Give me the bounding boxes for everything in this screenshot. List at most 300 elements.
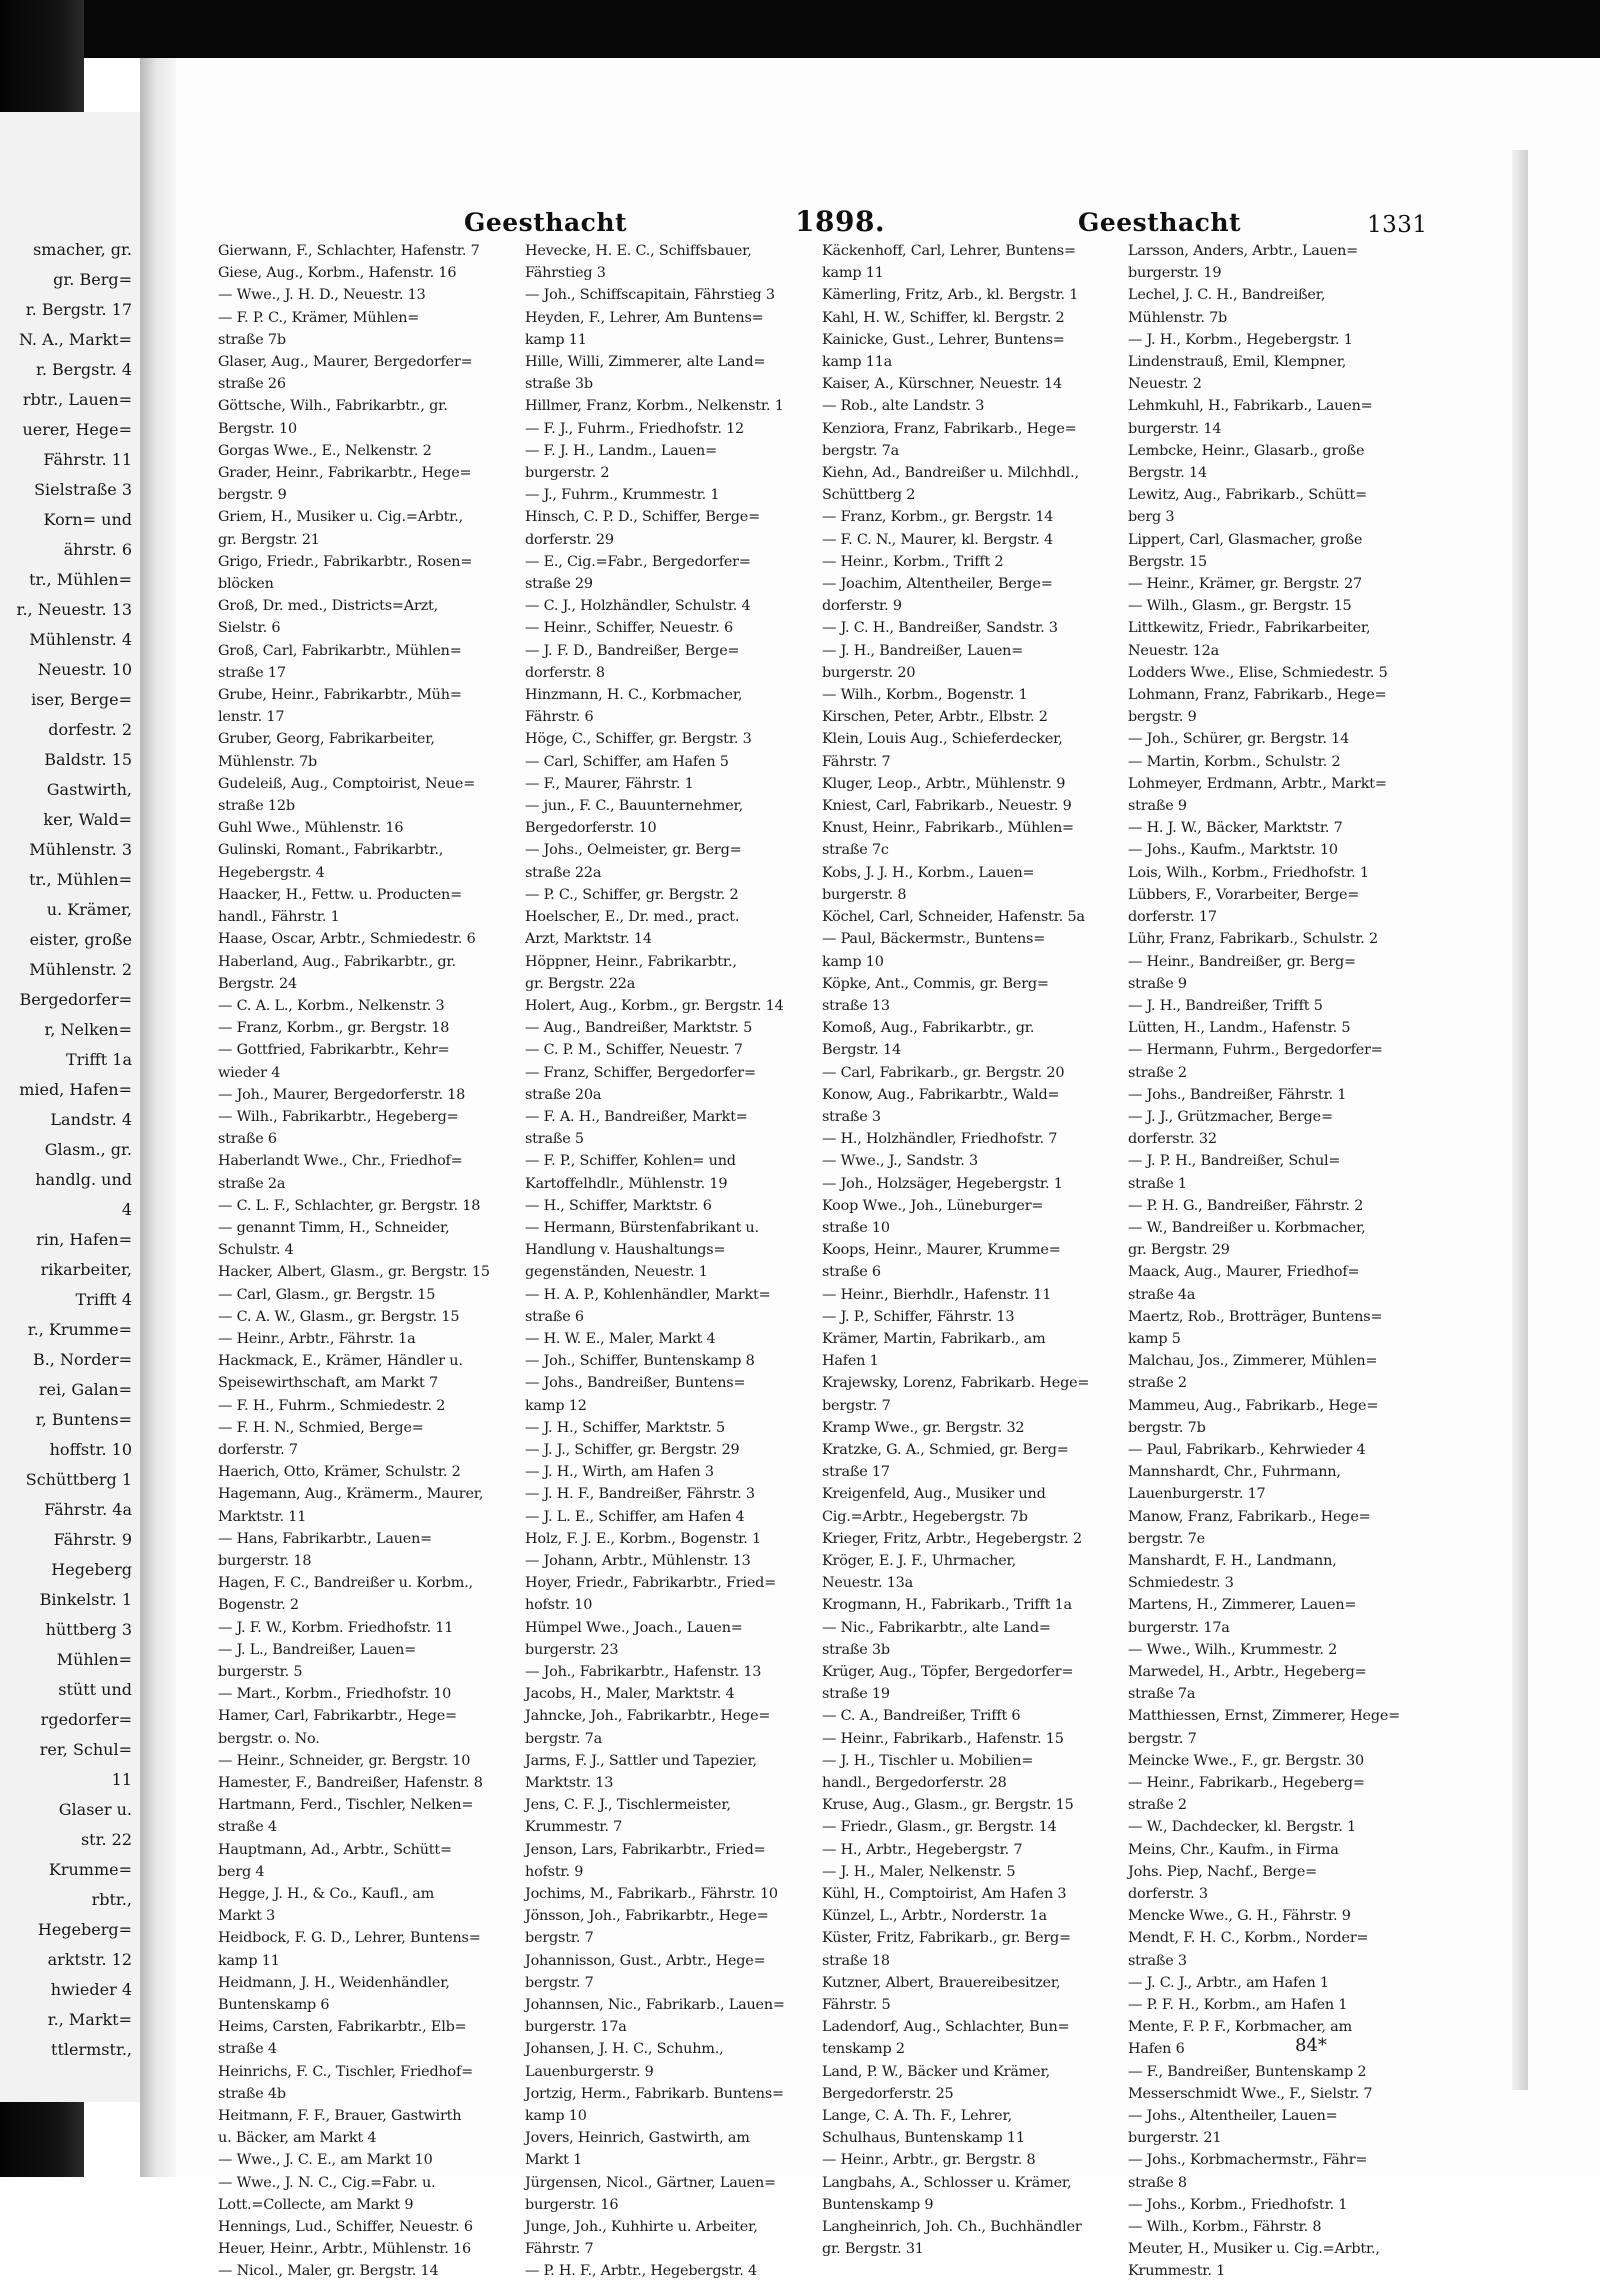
directory-entry: Heidmann, J. H., Weidenhändler, bbox=[218, 1974, 450, 1991]
left-page-line: 4 bbox=[121, 1200, 132, 1219]
directory-entry: burgerstr. 17a bbox=[1128, 1619, 1230, 1636]
directory-entry: straße 7b bbox=[218, 331, 286, 348]
directory-entry: Jochims, M., Fabrikarb., Fährstr. 10 bbox=[525, 1886, 778, 1903]
directory-entry: Fährstieg 3 bbox=[525, 265, 606, 282]
directory-entry: blöcken bbox=[218, 576, 274, 593]
directory-entry: — Wilh., Korbm., Fährstr. 8 bbox=[1128, 2219, 1322, 2236]
directory-entry: — Carl, Glasm., gr. Bergstr. 15 bbox=[218, 1286, 436, 1303]
directory-entry: Heidbock, F. G. D., Lehrer, Buntens= bbox=[218, 1930, 481, 1947]
directory-entry: Hegebergstr. 4 bbox=[218, 864, 325, 881]
left-page-line: Sielstraße 3 bbox=[34, 480, 132, 499]
directory-column-3 bbox=[822, 240, 1126, 2258]
directory-entry: straße 2 bbox=[1128, 1064, 1187, 1081]
directory-entry: burgerstr. 19 bbox=[1128, 265, 1222, 282]
directory-entry: Krummestr. 7 bbox=[525, 1819, 623, 1836]
directory-entry: — Martin, Korbm., Schulstr. 2 bbox=[1128, 753, 1341, 770]
directory-entry: Mencke Wwe., G. H., Fährstr. 9 bbox=[1128, 1908, 1351, 1925]
directory-entry: lenstr. 17 bbox=[218, 709, 285, 726]
directory-entry: Lodders Wwe., Elise, Schmiedestr. 5 bbox=[1128, 664, 1388, 681]
directory-entry: — Mart., Korbm., Friedhofstr. 10 bbox=[218, 1686, 452, 1703]
directory-entry: straße 13 bbox=[822, 997, 890, 1014]
left-page-line: stütt und bbox=[58, 1680, 132, 1699]
directory-entry: Höge, C., Schiffer, gr. Bergstr. 3 bbox=[525, 731, 752, 748]
directory-entry: Hamer, Carl, Fabrikarbtr., Hege= bbox=[218, 1708, 457, 1725]
directory-entry: Kühl, H., Comptoirist, Am Hafen 3 bbox=[822, 1886, 1067, 1903]
directory-entry: straße 22a bbox=[525, 864, 602, 881]
directory-entry: Malchau, Jos., Zimmerer, Mühlen= bbox=[1128, 1353, 1378, 1370]
directory-entry: Krummestr. 1 bbox=[1128, 2263, 1226, 2280]
left-page-line: u. Krämer, bbox=[46, 900, 132, 919]
directory-entry: Hegge, J. H., & Co., Kaufl., am bbox=[218, 1886, 435, 1903]
directory-entry: Kutzner, Albert, Brauereibesitzer, bbox=[822, 1974, 1061, 1991]
left-page-line: Mühlen= bbox=[56, 1650, 132, 1669]
directory-entry: straße 7a bbox=[1128, 1686, 1196, 1703]
directory-entry: Littkewitz, Friedr., Fabrikarbeiter, bbox=[1128, 620, 1371, 637]
directory-entry: — Heinr., Bierhdlr., Hafenstr. 11 bbox=[822, 1286, 1052, 1303]
directory-entry: — Franz, Korbm., gr. Bergstr. 14 bbox=[822, 509, 1054, 526]
directory-entry: Lembcke, Heinr., Glasarb., große bbox=[1128, 442, 1365, 459]
directory-entry: Koops, Heinr., Maurer, Krumme= bbox=[822, 1242, 1061, 1259]
directory-entry: burgerstr. 18 bbox=[218, 1552, 312, 1569]
directory-entry: Klein, Louis Aug., Schieferdecker, bbox=[822, 731, 1063, 748]
directory-entry: Johs. Piep, Nachf., Berge= bbox=[1128, 1863, 1317, 1880]
directory-entry: Koop Wwe., Joh., Lüneburger= bbox=[822, 1197, 1044, 1214]
directory-entry: Bergedorferstr. 25 bbox=[822, 2085, 954, 2102]
directory-entry: Groß, Dr. med., Districts=Arzt, bbox=[218, 598, 438, 615]
directory-entry: Höppner, Heinr., Fabrikarbtr., bbox=[525, 953, 737, 970]
directory-entry: Grigo, Friedr., Fabrikarbtr., Rosen= bbox=[218, 553, 473, 570]
directory-entry: kamp 11a bbox=[822, 354, 893, 371]
directory-entry: berg 4 bbox=[218, 1863, 265, 1880]
directory-entry: Jortzig, Herm., Fabrikarb. Buntens= bbox=[525, 2085, 784, 2102]
directory-entry: Krämer, Martin, Fabrikarb., am bbox=[822, 1330, 1046, 1347]
directory-entry: straße 6 bbox=[525, 1308, 584, 1325]
header-right-title: Geesthacht bbox=[1078, 208, 1242, 237]
directory-entry: gr. Bergstr. 22a bbox=[525, 975, 636, 992]
directory-entry: straße 3b bbox=[525, 376, 593, 393]
directory-entry: — C. A., Bandreißer, Trifft 6 bbox=[822, 1708, 1021, 1725]
directory-entry: straße 4 bbox=[218, 2041, 277, 2058]
directory-entry: Schüttberg 2 bbox=[822, 487, 916, 504]
directory-entry: — Johs., Altentheiler, Lauen= bbox=[1128, 2108, 1338, 2125]
left-page-line: hüttberg 3 bbox=[45, 1620, 132, 1639]
directory-entry: Markt 1 bbox=[525, 2152, 583, 2169]
left-page-line: Trifft 1a bbox=[65, 1050, 132, 1069]
directory-entry: Ladendorf, Aug., Schlachter, Bun= bbox=[822, 2019, 1070, 2036]
left-page-line: rbtr., bbox=[91, 1890, 132, 1909]
directory-entry: straße 10 bbox=[822, 1219, 890, 1236]
directory-entry: — Johs., Korbmachermstr., Fähr= bbox=[1128, 2152, 1368, 2169]
directory-entry: Lehmkuhl, H., Fabrikarb., Lauen= bbox=[1128, 398, 1373, 415]
directory-entry: — Joh., Holzsäger, Hegebergstr. 1 bbox=[822, 1175, 1063, 1192]
directory-entry: straße 9 bbox=[1128, 798, 1187, 815]
header-year: 1898. bbox=[795, 205, 886, 238]
directory-entry: Larsson, Anders, Arbtr., Lauen= bbox=[1128, 243, 1359, 259]
directory-entry: Kenziora, Franz, Fabrikarb., Hege= bbox=[822, 420, 1077, 437]
directory-entry: Künzel, L., Arbtr., Norderstr. 1a bbox=[822, 1908, 1047, 1925]
directory-entry: — F. A. H., Bandreißer, Markt= bbox=[525, 1108, 748, 1125]
directory-entry: — Paul, Fabrikarb., Kehrwieder 4 bbox=[1128, 1441, 1366, 1458]
directory-entry: — Joh., Schiffscapitain, Fährstieg 3 bbox=[525, 287, 775, 304]
left-page-line: rgedorfer= bbox=[40, 1710, 132, 1729]
left-page-line: Binkelstr. 1 bbox=[39, 1590, 132, 1609]
left-page-line: Mühlenstr. 4 bbox=[29, 630, 132, 649]
directory-entry: Grader, Heinr., Fabrikarbtr., Hege= bbox=[218, 465, 472, 482]
directory-entry: — Hermann, Bürstenfabrikant u. bbox=[525, 1219, 759, 1236]
left-page-line: hoffstr. 10 bbox=[49, 1440, 132, 1459]
directory-entry: — C. A. W., Glasm., gr. Bergstr. 15 bbox=[218, 1308, 460, 1325]
directory-entry: — Johs., Bandreißer, Fährstr. 1 bbox=[1128, 1086, 1347, 1103]
left-page-line: dorfestr. 2 bbox=[48, 720, 132, 739]
directory-entry: straße 7c bbox=[822, 842, 889, 859]
directory-entry: — W., Dachdecker, kl. Bergstr. 1 bbox=[1128, 1819, 1356, 1836]
directory-entry: kamp 10 bbox=[822, 953, 884, 970]
left-page-line: r., Krumme= bbox=[27, 1320, 132, 1339]
directory-entry: — Heinr., Fabrikarb., Hafenstr. 15 bbox=[822, 1730, 1064, 1747]
directory-entry: Heitmann, F. F., Brauer, Gastwirth bbox=[218, 2108, 462, 2125]
directory-entry: straße 2 bbox=[1128, 1797, 1187, 1814]
left-page-line: 11 bbox=[111, 1770, 132, 1789]
directory-entry: Johansen, J. H. C., Schuhm., bbox=[525, 2041, 724, 2058]
directory-entry: Messerschmidt Wwe., F., Sielstr. 7 bbox=[1128, 2085, 1373, 2102]
directory-entry: — Joachim, Altentheiler, Berge= bbox=[822, 576, 1053, 593]
directory-entry: Haase, Oscar, Arbtr., Schmiedestr. 6 bbox=[218, 931, 476, 948]
directory-entry: — Franz, Korbm., gr. Bergstr. 18 bbox=[218, 1020, 450, 1037]
directory-entry: dorferstr. 7 bbox=[218, 1441, 298, 1458]
directory-entry: straße 4a bbox=[1128, 1286, 1196, 1303]
left-page-line: Mühlenstr. 3 bbox=[29, 840, 132, 859]
directory-entry: Johannsen, Nic., Fabrikarb., Lauen= bbox=[525, 1997, 785, 2014]
directory-entry: Langbahs, A., Schlosser u. Krämer, bbox=[822, 2174, 1072, 2191]
directory-entry: bergstr. 7e bbox=[1128, 1530, 1205, 1547]
directory-entry: Meincke Wwe., F., gr. Bergstr. 30 bbox=[1128, 1752, 1364, 1769]
left-page-line: ker, Wald= bbox=[43, 810, 132, 829]
left-page-line: tr., Mühlen= bbox=[29, 870, 132, 889]
directory-entry: Hamester, F., Bandreißer, Hafenstr. 8 bbox=[218, 1775, 483, 1792]
left-page-line: mied, Hafen= bbox=[19, 1080, 132, 1099]
directory-entry: Jarms, F. J., Sattler und Tapezier, bbox=[525, 1752, 757, 1769]
directory-entry: straße 26 bbox=[218, 376, 286, 393]
directory-entry: Glaser, Aug., Maurer, Bergedorfer= bbox=[218, 354, 473, 371]
directory-entry: Junge, Joh., Kuhhirte u. Arbeiter, bbox=[525, 2219, 758, 2236]
directory-entry: Hille, Willi, Zimmerer, alte Land= bbox=[525, 354, 766, 371]
directory-entry: bergstr. 7 bbox=[525, 1974, 594, 1991]
directory-entry: Hagen, F. C., Bandreißer u. Korbm., bbox=[218, 1575, 473, 1592]
directory-entry: kamp 5 bbox=[1128, 1330, 1181, 1347]
directory-entry: — F. C. N., Maurer, kl. Bergstr. 4 bbox=[822, 531, 1053, 548]
directory-entry: Hacker, Albert, Glasm., gr. Bergstr. 15 bbox=[218, 1264, 490, 1281]
left-page-line: Baldstr. 15 bbox=[44, 750, 132, 769]
left-page-line: r., Neuestr. 13 bbox=[16, 600, 132, 619]
directory-entry: — Hans, Fabrikarbtr., Lauen= bbox=[218, 1530, 433, 1547]
directory-entry: — Friedr., Glasm., gr. Bergstr. 14 bbox=[822, 1819, 1057, 1836]
directory-entry: bergstr. 7 bbox=[1128, 1730, 1197, 1747]
left-page-line: rbtr., Lauen= bbox=[22, 390, 132, 409]
directory-entry: straße 3b bbox=[822, 1641, 890, 1658]
directory-entry: Marktstr. 11 bbox=[218, 1508, 307, 1525]
directory-entry: Hennings, Lud., Schiffer, Neuestr. 6 bbox=[218, 2219, 473, 2236]
left-page-line: rikarbeiter, bbox=[40, 1260, 132, 1279]
directory-entry: — F. P. C., Krämer, Mühlen= bbox=[218, 309, 420, 326]
left-page-line: ttlermstr., bbox=[51, 2040, 132, 2059]
directory-entry: straße 6 bbox=[218, 1131, 277, 1148]
directory-entry: Kartoffelhdlr., Mühlenstr. 19 bbox=[525, 1175, 728, 1192]
directory-entry: Neuestr. 13a bbox=[822, 1575, 913, 1592]
directory-entry: Gruber, Georg, Fabrikarbeiter, bbox=[218, 731, 435, 748]
directory-entry: Kluger, Leop., Arbtr., Mühlenstr. 9 bbox=[822, 775, 1066, 792]
directory-entry: Kirschen, Peter, Arbtr., Elbstr. 2 bbox=[822, 709, 1048, 726]
directory-entry: Holert, Aug., Korbm., gr. Bergstr. 14 bbox=[525, 997, 784, 1014]
directory-entry: — J. P. H., Bandreißer, Schul= bbox=[1128, 1153, 1341, 1170]
directory-entry: straße 4b bbox=[218, 2085, 286, 2102]
directory-entry: Krajewsky, Lorenz, Fabrikarb. Hege= bbox=[822, 1375, 1090, 1392]
directory-entry: — J., Fuhrm., Krummestr. 1 bbox=[525, 487, 720, 504]
directory-entry: — genannt Timm, H., Schneider, bbox=[218, 1219, 450, 1236]
directory-entry: — J. H., Bandreißer, Trifft 5 bbox=[1128, 997, 1323, 1014]
directory-entry: straße 3 bbox=[822, 1108, 881, 1125]
directory-entry: — Hermann, Fuhrm., Bergedorfer= bbox=[1128, 1042, 1383, 1059]
directory-entry: Lindenstrauß, Emil, Klempner, bbox=[1128, 354, 1347, 371]
directory-entry: Bogenstr. 2 bbox=[218, 1597, 299, 1614]
directory-entry: Lange, C. A. Th. F., Lehrer, bbox=[822, 2108, 1012, 2125]
directory-entry: Gierwann, F., Schlachter, Hafenstr. 7 bbox=[218, 243, 480, 259]
directory-entry: Lütten, H., Landm., Hafenstr. 5 bbox=[1128, 1020, 1351, 1037]
directory-entry: burgerstr. 17a bbox=[525, 2019, 627, 2036]
directory-entry: straße 2 bbox=[1128, 1375, 1187, 1392]
directory-entry: — H. A. P., Kohlenhändler, Markt= bbox=[525, 1286, 771, 1303]
left-page-line: tr., Mühlen= bbox=[29, 570, 132, 589]
directory-entry: Lübbers, F., Vorarbeiter, Berge= bbox=[1128, 886, 1360, 903]
directory-entry: — Wilh., Glasm., gr. Bergstr. 15 bbox=[1128, 598, 1352, 615]
directory-entry: Griem, H., Musiker u. Cig.=Arbtr., bbox=[218, 509, 464, 526]
directory-entry: straße 19 bbox=[822, 1686, 890, 1703]
left-page-line: N. A., Markt= bbox=[18, 330, 132, 349]
left-page-line: B., Norder= bbox=[32, 1350, 132, 1369]
directory-entry: straße 8 bbox=[1128, 2174, 1187, 2191]
directory-entry: Hauptmann, Ad., Arbtr., Schütt= bbox=[218, 1841, 452, 1858]
directory-entry: — Heinr., Fabrikarb., Hegeberg= bbox=[1128, 1775, 1365, 1792]
directory-entry: Krieger, Fritz, Arbtr., Hegebergstr. 2 bbox=[822, 1530, 1082, 1547]
directory-entry: — Wilh., Fabrikarbtr., Hegeberg= bbox=[218, 1108, 459, 1125]
directory-entry: Hoyer, Friedr., Fabrikarbtr., Fried= bbox=[525, 1575, 777, 1592]
directory-entry: Hinsch, C. P. D., Schiffer, Berge= bbox=[525, 509, 760, 526]
page-edge-shadow bbox=[1512, 150, 1528, 2090]
directory-entry: Komoß, Aug., Fabrikarbtr., gr. bbox=[822, 1020, 1035, 1037]
directory-entry: straße 1 bbox=[1128, 1175, 1187, 1192]
directory-entry: Bergstr. 10 bbox=[218, 420, 297, 437]
directory-entry: — P. H. G., Bandreißer, Fährstr. 2 bbox=[1128, 1197, 1364, 1214]
directory-entry: Bergstr. 24 bbox=[218, 975, 297, 992]
directory-entry: Meuter, H., Musiker u. Cig.=Arbtr., bbox=[1128, 2241, 1380, 2258]
directory-entry: — Paul, Bäckermstr., Buntens= bbox=[822, 931, 1046, 948]
directory-entry: Schulhaus, Buntenskamp 11 bbox=[822, 2130, 1025, 2147]
directory-entry: Haberlandt Wwe., Chr., Friedhof= bbox=[218, 1153, 463, 1170]
directory-entry: Guhl Wwe., Mühlenstr. 16 bbox=[218, 820, 404, 837]
directory-entry: Fährstr. 5 bbox=[822, 1997, 891, 2014]
directory-entry: gr. Bergstr. 31 bbox=[822, 2241, 924, 2258]
directory-entry: Hümpel Wwe., Joach., Lauen= bbox=[525, 1619, 743, 1636]
directory-entry: Kratzke, G. A., Schmied, gr. Berg= bbox=[822, 1441, 1069, 1458]
directory-column-2 bbox=[525, 240, 829, 2280]
directory-entry: — Joh., Schürer, gr. Bergstr. 14 bbox=[1128, 731, 1350, 748]
directory-entry: Lohmann, Franz, Fabrikarb., Hege= bbox=[1128, 687, 1387, 704]
directory-entry: — P. C., Schiffer, gr. Bergstr. 2 bbox=[525, 886, 739, 903]
directory-entry: bergstr. 7a bbox=[822, 442, 899, 459]
directory-entry: Johannisson, Gust., Arbtr., Hege= bbox=[525, 1952, 766, 1969]
directory-entry: Kaiser, A., Kürschner, Neuestr. 14 bbox=[822, 376, 1062, 393]
directory-entry: Lois, Wilh., Korbm., Friedhofstr. 1 bbox=[1128, 864, 1369, 881]
directory-entry: — W., Bandreißer u. Korbmacher, bbox=[1128, 1219, 1366, 1236]
directory-entry: — Heinr., Arbtr., Fährstr. 1a bbox=[218, 1330, 416, 1347]
directory-entry: — Wwe., J., Sandstr. 3 bbox=[822, 1153, 978, 1170]
directory-entry: Mendt, F. H. C., Korbm., Norder= bbox=[1128, 1930, 1369, 1947]
left-page-line: Fährstr. 11 bbox=[43, 450, 132, 469]
directory-entry: Jönsson, Joh., Fabrikarbtr., Hege= bbox=[525, 1908, 769, 1925]
directory-entry: straße 20a bbox=[525, 1086, 602, 1103]
directory-entry: Holz, F. J. E., Korbm., Bogenstr. 1 bbox=[525, 1530, 761, 1547]
directory-entry: — H., Schiffer, Marktstr. 6 bbox=[525, 1197, 712, 1214]
directory-entry: Heyden, F., Lehrer, Am Buntens= bbox=[525, 309, 764, 326]
directory-entry: Gulinski, Romant., Fabrikarbtr., bbox=[218, 842, 444, 859]
directory-entry: dorferstr. 17 bbox=[1128, 909, 1217, 926]
directory-entry: — Franz, Schiffer, Bergedorfer= bbox=[525, 1064, 756, 1081]
directory-entry: — Wwe., J. C. E., am Markt 10 bbox=[218, 2152, 433, 2169]
directory-entry: Käckenhoff, Carl, Lehrer, Buntens= bbox=[822, 243, 1076, 259]
signature-mark: 84* bbox=[1295, 2035, 1327, 2056]
directory-entry: — Johann, Arbtr., Mühlenstr. 13 bbox=[525, 1552, 751, 1569]
left-page-line: rei, Galan= bbox=[38, 1380, 132, 1399]
directory-entry: Köchel, Carl, Schneider, Hafenstr. 5a bbox=[822, 909, 1085, 926]
directory-entry: Fährstr. 7 bbox=[525, 2241, 594, 2258]
left-page-line: Neuestr. 10 bbox=[37, 660, 132, 679]
directory-entry: Schmiedestr. 3 bbox=[1128, 1575, 1234, 1592]
directory-entry: Lauenburgerstr. 17 bbox=[1128, 1486, 1266, 1503]
directory-entry: Land, P. W., Bäcker und Krämer, bbox=[822, 2063, 1050, 2080]
left-page-fragment bbox=[0, 112, 142, 2102]
directory-entry: — H. J. W., Bäcker, Marktstr. 7 bbox=[1128, 820, 1343, 837]
left-page-line: r. Bergstr. 17 bbox=[25, 300, 132, 319]
left-page-line: Glaser u. bbox=[58, 1800, 132, 1819]
directory-entry: dorferstr. 9 bbox=[822, 598, 902, 615]
directory-entry: Kobs, J. J. H., Korbm., Lauen= bbox=[822, 864, 1035, 881]
directory-entry: Maack, Aug., Maurer, Friedhof= bbox=[1128, 1264, 1360, 1281]
directory-entry: Manow, Franz, Fabrikarb., Hege= bbox=[1128, 1508, 1371, 1525]
left-page-line: Fährstr. 9 bbox=[53, 1530, 132, 1549]
directory-entry: Jenson, Lars, Fabrikarbtr., Fried= bbox=[525, 1841, 766, 1858]
directory-entry: dorferstr. 29 bbox=[525, 531, 614, 548]
directory-entry: Hackmack, E., Krämer, Händler u. bbox=[218, 1353, 463, 1370]
directory-entry: Haberland, Aug., Fabrikarbtr., gr. bbox=[218, 953, 456, 970]
directory-entry: Marwedel, H., Arbtr., Hegeberg= bbox=[1128, 1664, 1367, 1680]
directory-entry: — J. H. F., Bandreißer, Fährstr. 3 bbox=[525, 1486, 755, 1503]
directory-entry: Schulstr. 4 bbox=[218, 1242, 294, 1259]
directory-entry: handl., Fährstr. 1 bbox=[218, 909, 340, 926]
directory-entry: bergstr. 9 bbox=[1128, 709, 1197, 726]
left-page-line: hwieder 4 bbox=[50, 1980, 132, 1999]
left-page-line: Glasm., gr. bbox=[44, 1140, 132, 1159]
directory-entry: — C. P. M., Schiffer, Neuestr. 7 bbox=[525, 1042, 743, 1059]
left-page-line: Korn= und bbox=[43, 510, 132, 529]
directory-entry: — F. H. N., Schmied, Berge= bbox=[218, 1419, 424, 1436]
directory-entry: bergstr. 9 bbox=[218, 487, 287, 504]
directory-entry: — F. H., Fuhrm., Schmiedestr. 2 bbox=[218, 1397, 446, 1414]
directory-entry: burgerstr. 21 bbox=[1128, 2130, 1222, 2147]
directory-entry: kamp 11 bbox=[822, 265, 884, 282]
directory-entry: Jahncke, Joh., Fabrikarbtr., Hege= bbox=[525, 1708, 771, 1725]
directory-entry: berg 3 bbox=[1128, 509, 1175, 526]
directory-entry: straße 17 bbox=[822, 1464, 890, 1481]
directory-entry: — H. W. E., Maler, Markt 4 bbox=[525, 1330, 716, 1347]
directory-entry: Maertz, Rob., Brotträger, Buntens= bbox=[1128, 1308, 1383, 1325]
directory-entry: dorferstr. 8 bbox=[525, 664, 605, 681]
directory-entry: — C. J., Holzhändler, Schulstr. 4 bbox=[525, 598, 751, 615]
left-page-line: Fährstr. 4a bbox=[44, 1500, 132, 1519]
directory-entry: Speisewirthschaft, am Markt 7 bbox=[218, 1375, 438, 1392]
directory-entry: Kahl, H. W., Schiffer, kl. Bergstr. 2 bbox=[822, 309, 1065, 326]
directory-entry: Hagemann, Aug., Krämerm., Maurer, bbox=[218, 1486, 484, 1503]
directory-entry: Köpke, Ant., Commis, gr. Berg= bbox=[822, 975, 1049, 992]
directory-entry: Kruse, Aug., Glasm., gr. Bergstr. 15 bbox=[822, 1797, 1074, 1814]
directory-entry: bergstr. 7b bbox=[1128, 1419, 1206, 1436]
directory-entry: kamp 12 bbox=[525, 1397, 587, 1414]
directory-entry: — F. J., Fuhrm., Friedhofstr. 12 bbox=[525, 420, 744, 437]
directory-entry: Martens, H., Zimmerer, Lauen= bbox=[1128, 1597, 1357, 1614]
directory-entry: — Carl, Schiffer, am Hafen 5 bbox=[525, 753, 729, 770]
directory-entry: — Nicol., Maler, gr. Bergstr. 14 bbox=[218, 2263, 439, 2280]
directory-entry: — J. P., Schiffer, Fährstr. 13 bbox=[822, 1308, 1015, 1325]
directory-entry: Bergstr. 14 bbox=[1128, 465, 1207, 482]
directory-entry: handl., Bergedorferstr. 28 bbox=[822, 1775, 1007, 1792]
directory-entry: Langheinrich, Joh. Ch., Buchhändler bbox=[822, 2219, 1082, 2236]
left-page-line: Trifft 4 bbox=[75, 1290, 132, 1309]
directory-entry: bergstr. 7a bbox=[525, 1730, 602, 1747]
left-page-line: iser, Berge= bbox=[31, 690, 132, 709]
directory-entry: — Wwe., J. H. D., Neuestr. 13 bbox=[218, 287, 426, 304]
directory-entry: Fährstr. 6 bbox=[525, 709, 594, 726]
directory-entry: Handlung v. Haushaltungs= bbox=[525, 1242, 726, 1259]
left-page-line: arktstr. 12 bbox=[47, 1950, 132, 1969]
directory-entry: Mühlenstr. 7b bbox=[1128, 309, 1228, 326]
directory-entry: Fährstr. 7 bbox=[822, 753, 891, 770]
directory-entry: bergstr. 7 bbox=[822, 1397, 891, 1414]
directory-entry: — Johs., Oelmeister, gr. Berg= bbox=[525, 842, 742, 859]
directory-entry: — Joh., Fabrikarbtr., Hafenstr. 13 bbox=[525, 1664, 762, 1680]
directory-entry: — Wilh., Korbm., Bogenstr. 1 bbox=[822, 687, 1028, 704]
directory-entry: — F., Bandreißer, Buntenskamp 2 bbox=[1128, 2063, 1367, 2080]
directory-entry: — J. H., Korbm., Hegebergstr. 1 bbox=[1128, 331, 1353, 348]
directory-entry: — F., Maurer, Fährstr. 1 bbox=[525, 775, 694, 792]
directory-entry: straße 12b bbox=[218, 798, 295, 815]
directory-entry: — H., Holzhändler, Friedhofstr. 7 bbox=[822, 1131, 1058, 1148]
directory-entry: tenskamp 2 bbox=[822, 2041, 905, 2058]
directory-entry: — J. C. J., Arbtr., am Hafen 1 bbox=[1128, 1974, 1329, 1991]
directory-entry: kamp 11 bbox=[525, 331, 587, 348]
directory-entry: Mente, F. P. F., Korbmacher, am bbox=[1128, 2019, 1352, 2036]
directory-entry: Hafen 1 bbox=[822, 1353, 879, 1370]
directory-column-4 bbox=[1128, 240, 1432, 2280]
directory-entry: Marktstr. 13 bbox=[525, 1775, 614, 1792]
directory-entry: Haacker, H., Fettw. u. Producten= bbox=[218, 886, 462, 903]
directory-entry: Jens, C. F. J., Tischlermeister, bbox=[525, 1797, 731, 1814]
directory-entry: — J. H., Schiffer, Marktstr. 5 bbox=[525, 1419, 725, 1436]
directory-entry: — Nic., Fabrikarbtr., alte Land= bbox=[822, 1619, 1051, 1636]
directory-entry: Mühlenstr. 7b bbox=[218, 753, 318, 770]
directory-entry: — C. L. F., Schlachter, gr. Bergstr. 18 bbox=[218, 1197, 481, 1214]
directory-entry: dorferstr. 32 bbox=[1128, 1131, 1217, 1148]
directory-entry: Cig.=Arbtr., Hegebergstr. 7b bbox=[822, 1508, 1028, 1525]
directory-entry: — Heinr., Bandreißer, gr. Berg= bbox=[1128, 953, 1356, 970]
directory-entry: — Aug., Bandreißer, Marktstr. 5 bbox=[525, 1020, 753, 1037]
